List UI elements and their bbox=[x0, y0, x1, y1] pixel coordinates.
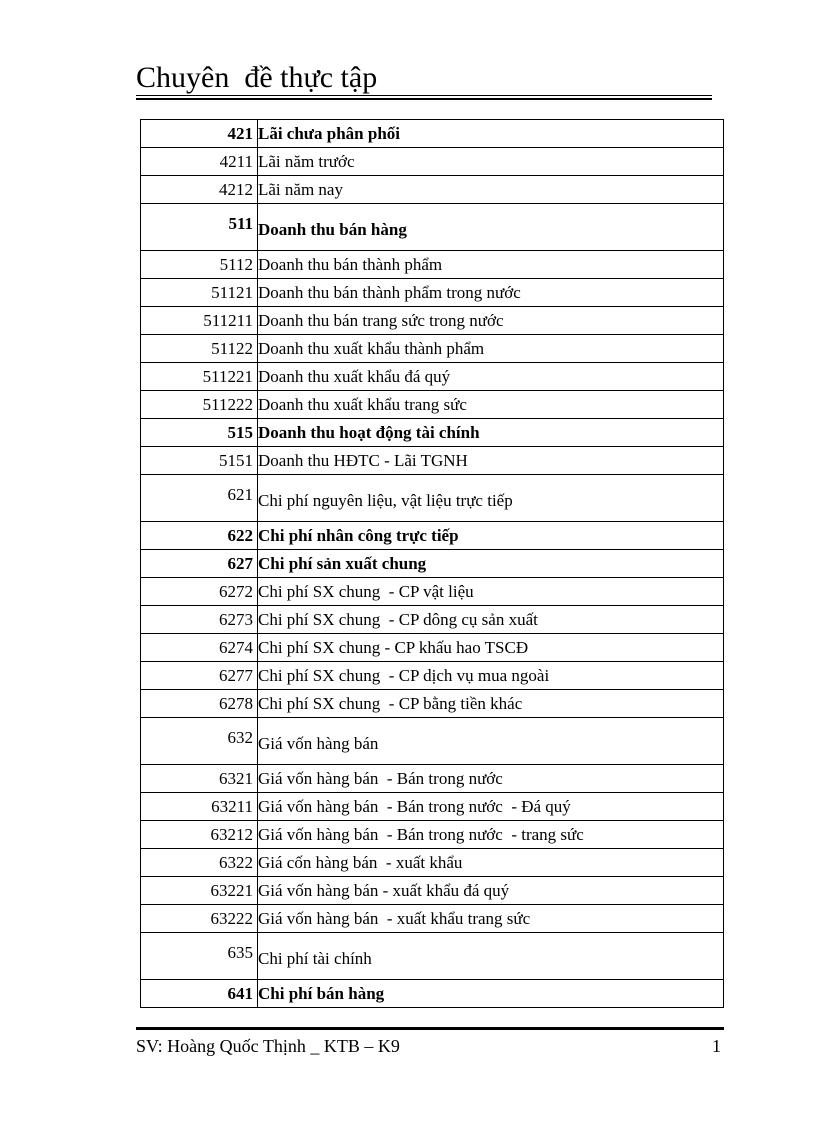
account-name: Chi phí bán hàng bbox=[258, 980, 724, 1008]
account-name: Chi phí SX chung - CP dịch vụ mua ngoài bbox=[258, 662, 724, 690]
account-name: Doanh thu bán thành phẩm trong nước bbox=[258, 279, 724, 307]
table-row bbox=[141, 933, 724, 980]
account-code: 63211 bbox=[141, 793, 258, 821]
table-row bbox=[141, 980, 724, 1008]
account-code: 6277 bbox=[141, 662, 258, 690]
table-row bbox=[141, 148, 724, 176]
account-name: Lãi chưa phân phối bbox=[258, 120, 724, 148]
account-code: 632 bbox=[141, 718, 258, 765]
account-name: Chi phí SX chung - CP bằng tiền khác bbox=[258, 690, 724, 718]
table-row bbox=[141, 634, 724, 662]
account-name: Doanh thu bán thành phẩm bbox=[258, 251, 724, 279]
table-row bbox=[141, 821, 724, 849]
account-code: 6278 bbox=[141, 690, 258, 718]
table-row bbox=[141, 522, 724, 550]
account-code: 621 bbox=[141, 475, 258, 522]
table-row bbox=[141, 606, 724, 634]
account-name: Giá vốn hàng bán - Bán trong nước bbox=[258, 765, 724, 793]
account-code: 5151 bbox=[141, 447, 258, 475]
table-row bbox=[141, 363, 724, 391]
account-code: 627 bbox=[141, 550, 258, 578]
account-name: Chi phí SX chung - CP vật liệu bbox=[258, 578, 724, 606]
page-title: Chuyên đề thực tập bbox=[136, 61, 378, 94]
table-row bbox=[141, 251, 724, 279]
footer-page-number: 1 bbox=[712, 1036, 721, 1056]
account-name: Chi phí nguyên liệu, vật liệu trực tiếp bbox=[258, 475, 724, 522]
account-name: Doanh thu xuất khẩu trang sức bbox=[258, 391, 724, 419]
account-name: Doanh thu bán hàng bbox=[258, 204, 724, 251]
account-code: 6274 bbox=[141, 634, 258, 662]
table-row bbox=[141, 475, 724, 522]
account-name: Doanh thu hoạt động tài chính bbox=[258, 419, 724, 447]
account-code: 6272 bbox=[141, 578, 258, 606]
account-name: Chi phí tài chính bbox=[258, 933, 724, 980]
account-name: Lãi năm trước bbox=[258, 148, 724, 176]
account-code: 515 bbox=[141, 419, 258, 447]
table-row bbox=[141, 176, 724, 204]
footer-author: SV: Hoàng Quốc Thịnh _ KTB – K9 bbox=[136, 1036, 400, 1056]
account-code: 51121 bbox=[141, 279, 258, 307]
table-row bbox=[141, 849, 724, 877]
table-row bbox=[141, 550, 724, 578]
account-code: 622 bbox=[141, 522, 258, 550]
table-row bbox=[141, 793, 724, 821]
table-row bbox=[141, 718, 724, 765]
account-name: Chi phí sản xuất chung bbox=[258, 550, 724, 578]
account-code: 6273 bbox=[141, 606, 258, 634]
header-rule bbox=[136, 95, 712, 100]
account-name: Giá vốn hàng bán - xuất khẩu đá quý bbox=[258, 877, 724, 905]
account-code: 6322 bbox=[141, 849, 258, 877]
account-code: 51122 bbox=[141, 335, 258, 363]
table-row bbox=[141, 578, 724, 606]
table-row bbox=[141, 120, 724, 148]
account-name: Giá vốn hàng bán - Bán trong nước - trang sức bbox=[258, 821, 724, 849]
account-code: 63221 bbox=[141, 877, 258, 905]
table-row bbox=[141, 335, 724, 363]
table-row bbox=[141, 662, 724, 690]
table-row bbox=[141, 447, 724, 475]
footer-rule bbox=[136, 1027, 724, 1030]
account-name: Doanh thu bán trang sức trong nước bbox=[258, 307, 724, 335]
table-row bbox=[141, 877, 724, 905]
account-name: Chi phí SX chung - CP dông cụ sản xuất bbox=[258, 606, 724, 634]
account-name: Doanh thu xuất khẩu thành phẩm bbox=[258, 335, 724, 363]
account-name: Doanh thu xuất khẩu đá quý bbox=[258, 363, 724, 391]
table-row bbox=[141, 279, 724, 307]
account-code: 63222 bbox=[141, 905, 258, 933]
account-code: 63212 bbox=[141, 821, 258, 849]
table-row bbox=[141, 391, 724, 419]
table-row bbox=[141, 204, 724, 251]
account-code: 511222 bbox=[141, 391, 258, 419]
account-name: Doanh thu HĐTC - Lãi TGNH bbox=[258, 447, 724, 475]
account-code: 421 bbox=[141, 120, 258, 148]
table-row bbox=[141, 690, 724, 718]
account-code: 511 bbox=[141, 204, 258, 251]
account-name: Giá vốn hàng bán - xuất khẩu trang sức bbox=[258, 905, 724, 933]
table-row bbox=[141, 419, 724, 447]
account-name: Giá vốn hàng bán - Bán trong nước - Đá quý bbox=[258, 793, 724, 821]
account-code: 4211 bbox=[141, 148, 258, 176]
account-name: Chi phí nhân công trực tiếp bbox=[258, 522, 724, 550]
account-code: 5112 bbox=[141, 251, 258, 279]
account-code: 511211 bbox=[141, 307, 258, 335]
account-code: 641 bbox=[141, 980, 258, 1008]
account-code: 635 bbox=[141, 933, 258, 980]
account-code: 511221 bbox=[141, 363, 258, 391]
account-name: Giá cốn hàng bán - xuất khẩu bbox=[258, 849, 724, 877]
table-row bbox=[141, 765, 724, 793]
account-name: Lãi năm nay bbox=[258, 176, 724, 204]
account-code: 6321 bbox=[141, 765, 258, 793]
account-name: Giá vốn hàng bán bbox=[258, 718, 724, 765]
account-code: 4212 bbox=[141, 176, 258, 204]
table-row bbox=[141, 307, 724, 335]
accounts-table bbox=[140, 119, 724, 1008]
account-name: Chi phí SX chung - CP khấu hao TSCĐ bbox=[258, 634, 724, 662]
table-row bbox=[141, 905, 724, 933]
accounts-table-body bbox=[141, 120, 724, 1008]
